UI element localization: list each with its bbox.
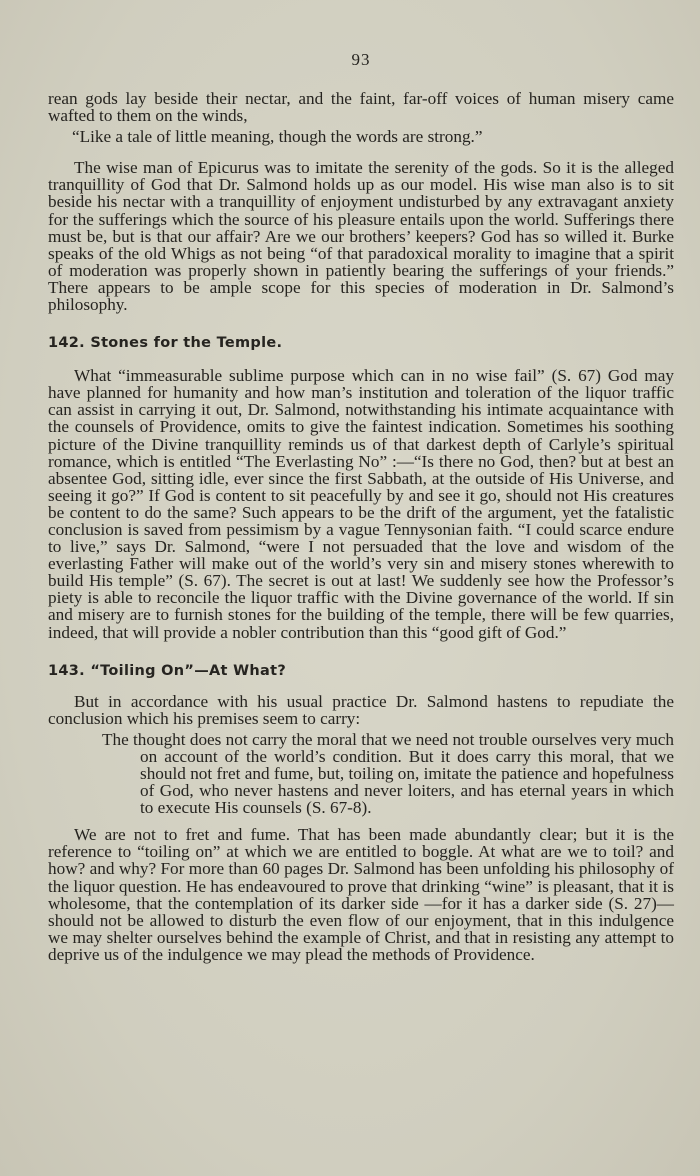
section-142-heading: 142. Stones for the Temple. — [48, 335, 283, 352]
section-143-heading: 143. “Toiling On”—At What? — [48, 662, 287, 679]
epicurus-paragraph: The wise man of Epicurus was to imitate the serenity of the gods. So it is the alleged tranquillity of God that Dr. Salmond holds up as our model. His wise man also is to sit beside his nectar with a tranquillity of enjoyment undisturbed by any extravagant anxiety for the sufferings which the source of his pleasure entails upon the world. Sufferings there must be, but is that our affair? Are we our brothers’ keepers? God has so willed it. Burke speaks of the old Whigs as not being “of that paradoxical morality to imagine that a spirit of moderation was properly shown in patiently bearing the sufferings of your friends.” There appears to be ample scope for this species of moderation in Dr. Salmond’s philosophy. — [48, 158, 674, 315]
section-143-body: We are not to fret and fume. That has been made abundantly clear; but it is the reference to “toiling on” at which we are entitled to boggle. At what are we to toil? and how? and why? For more than 60 pages Dr. Salmond has been unfolding his philosophy of the liquor question. He has endeavoured to prove that drinking “wine” is pleasant, that it is wholesome, that the contemplation of its darker side —for it has a darker side (S. 27)—should not be allowed to disturb the even flow of our enjoyment, that in this indulgence we may shelter ourselves behind the example of Christ, and that in resisting any attempt to deprive us of the indulgence we may plead the methods of Providence. — [48, 825, 674, 964]
verse-quote: “Like a tale of little meaning, though the words are strong.” — [72, 127, 483, 147]
section-142-body: What “immeasurable sublime purpose which can in no wise fail” (S. 67) God may have planned for humanity and how man’s institution and toleration of the liquor traffic can assist in carrying it out, Dr. Salmond, notwithstanding his intimate acquaintance with the counsels of Providence, omits to give the faintest indication. Sometimes his soothing picture of the Divine tranquillity reminds us of that darkest depth of Carlyle’s spiritual romance, which is entitled “The Everlasting No” :—“Is there no God, then? but at best an absentee God, sitting idle, ever since the first Sabbath, at the outside of His Universe, and seeing it go?” If God is content to sit peacefully by and see it go, should not His creatures be content to do the same? Such appears to be the drift of the argument, yet the fatalistic conclusion is saved from pessimism by a vague Tennysonian faith. “I could scarce endure to live,” says Dr. Salmond, “were I not persuaded that the love and wisdom of the everlasting Father will make out of the world’s very sin and misery stones wherewith to build His temple” (S. 67). The secret is out at last! We suddenly see how the Professor’s piety is able to reconcile the liquor traffic with the Divine governance of the world. If sin and misery are to furnish stones for the building of the temple, there will be few quarries, indeed, that will provide a nobler contribution than this “good gift of God.” — [48, 366, 674, 642]
section-143-blockquote: The thought does not carry the moral that we need not trouble ourselves very much on account of the world’s condition. But it does carry this moral, that we should not fret and fume, but, toiling on, imitate the patience and hopefulness of God, who never hastens and never loiters, and has eternal years in which to execute His counsels (S. 67-8). — [102, 729, 674, 818]
page-number: 93 — [351, 50, 371, 69]
opening-paragraph: rean gods lay beside their nectar, and the faint, far-off voices of human misery came wafted to them on the winds, — [48, 89, 674, 126]
section-143-intro: But in accordance with his usual practice Dr. Salmond hastens to repudiate the conclusion which his premises seem to carry: — [48, 691, 674, 728]
